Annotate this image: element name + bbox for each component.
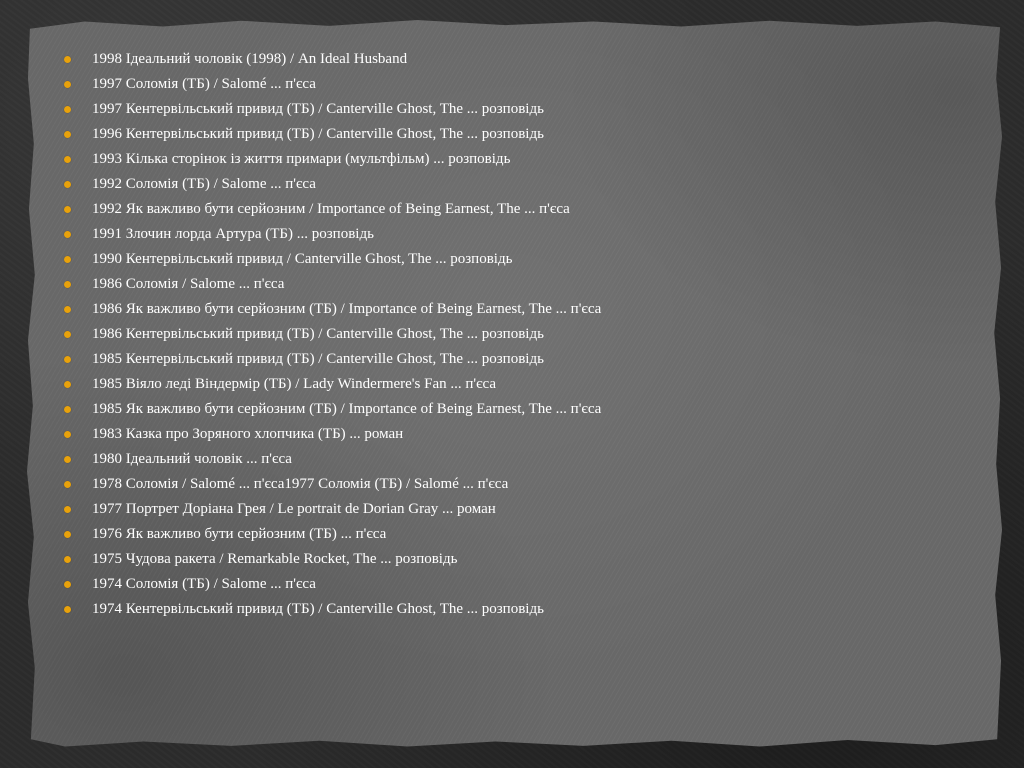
bullet-icon — [64, 556, 71, 563]
list-item — [64, 522, 601, 547]
list-item — [64, 97, 601, 122]
bullet-icon — [64, 506, 71, 513]
bullet-icon — [64, 431, 71, 438]
list-item — [64, 547, 601, 572]
bullet-icon — [64, 306, 71, 313]
list-item-text: 1976 Як важливо бути серйозним (ТБ) ... п'єса — [92, 526, 387, 542]
bullet-icon — [64, 531, 71, 538]
bullet-icon — [64, 81, 71, 88]
list-item-text: 1985 Як важливо бути серйозним (ТБ) / Importance of Being Earnest, The ... п'єса — [92, 401, 602, 417]
list-item — [64, 122, 601, 147]
bullet-icon — [64, 156, 71, 163]
list-item — [64, 222, 601, 247]
bullet-icon — [64, 456, 71, 463]
bullet-icon — [64, 231, 71, 238]
list-item — [64, 297, 601, 322]
bullet-icon — [64, 131, 71, 138]
bullet-icon — [64, 206, 71, 213]
list-item-text: 1983 Казка про Зоряного хлопчика (ТБ) ... роман — [92, 426, 404, 442]
list-item — [64, 197, 601, 222]
list-item-text: 1978 Соломія / Salomé ... п'єса1977 Соломія (ТБ) / Salomé ... п'єса — [92, 476, 509, 492]
list-item-text: 1997 Соломія (ТБ) / Salomé ... п'єса — [92, 76, 316, 92]
list-item-text: 1986 Соломія / Salome ... п'єса — [92, 276, 285, 292]
bullet-icon — [64, 381, 71, 388]
list-item-text: 1993 Кілька сторінок із життя примари (мультфільм) ... розповідь — [92, 151, 511, 167]
list-item — [64, 447, 601, 472]
list-item-text: 1996 Кентервільський привид (ТБ) / Canterville Ghost, The ... розповідь — [92, 126, 544, 142]
list-item-text: 1986 Кентервільський привид (ТБ) / Canterville Ghost, The ... розповідь — [92, 326, 544, 342]
list-item — [64, 247, 601, 272]
list-item — [64, 572, 601, 597]
bullet-icon — [64, 256, 71, 263]
bullet-icon — [64, 481, 71, 488]
bullet-icon — [64, 406, 71, 413]
list-item-text: 1980 Ідеальний чоловік ... п'єса — [92, 451, 292, 467]
list-item-text: 1998 Ідеальний чоловік (1998) / An Ideal Husband — [92, 51, 408, 67]
list-item — [64, 372, 601, 397]
list-item — [64, 72, 601, 97]
list-item — [64, 347, 601, 372]
bullet-icon — [64, 606, 71, 613]
list-item — [64, 47, 601, 72]
list-item-text: 1985 Віяло леді Віндермір (ТБ) / Lady Windermere's Fan ... п'єса — [92, 376, 497, 392]
list-item — [64, 597, 601, 622]
list-item-text: 1990 Кентервільський привид / Canterville Ghost, The ... розповідь — [92, 251, 513, 267]
bullet-icon — [64, 106, 71, 113]
list-item — [64, 172, 601, 197]
list-item — [64, 497, 601, 522]
list-item — [64, 422, 601, 447]
list-item-text: 1985 Кентервільський привид (ТБ) / Canterville Ghost, The ... розповідь — [92, 351, 544, 367]
list-item-text: 1991 Злочин лорда Артура (ТБ) ... розповідь — [92, 226, 374, 242]
bullet-icon — [64, 356, 71, 363]
bullet-icon — [64, 281, 71, 288]
list-item — [64, 272, 601, 297]
bullet-icon — [64, 181, 71, 188]
list-item — [64, 322, 601, 347]
list-item-text: 1977 Портрет Доріана Грея / Le portrait de Dorian Gray ... роман — [92, 501, 496, 517]
bullet-icon — [64, 56, 71, 63]
list-item-text: 1974 Соломія (ТБ) / Salome ... п'єса — [92, 576, 316, 592]
list-item — [64, 472, 601, 497]
list-item — [64, 147, 601, 172]
list-item-text: 1992 Як важливо бути серйозним / Importance of Being Earnest, The ... п'єса — [92, 201, 570, 217]
list-item-text: 1997 Кентервільський привид (ТБ) / Canterville Ghost, The ... розповідь — [92, 101, 544, 117]
bullet-icon — [64, 581, 71, 588]
filmography-list — [64, 47, 601, 622]
list-item — [64, 397, 601, 422]
list-item-text: 1992 Соломія (ТБ) / Salome ... п'єса — [92, 176, 316, 192]
bullet-icon — [64, 331, 71, 338]
list-item-text: 1975 Чудова ракета / Remarkable Rocket, The ... розповідь — [92, 551, 458, 567]
list-item-text: 1986 Як важливо бути серйозним (ТБ) / Importance of Being Earnest, The ... п'єса — [92, 301, 602, 317]
list-item-text: 1974 Кентервільський привид (ТБ) / Canterville Ghost, The ... розповідь — [92, 601, 544, 617]
